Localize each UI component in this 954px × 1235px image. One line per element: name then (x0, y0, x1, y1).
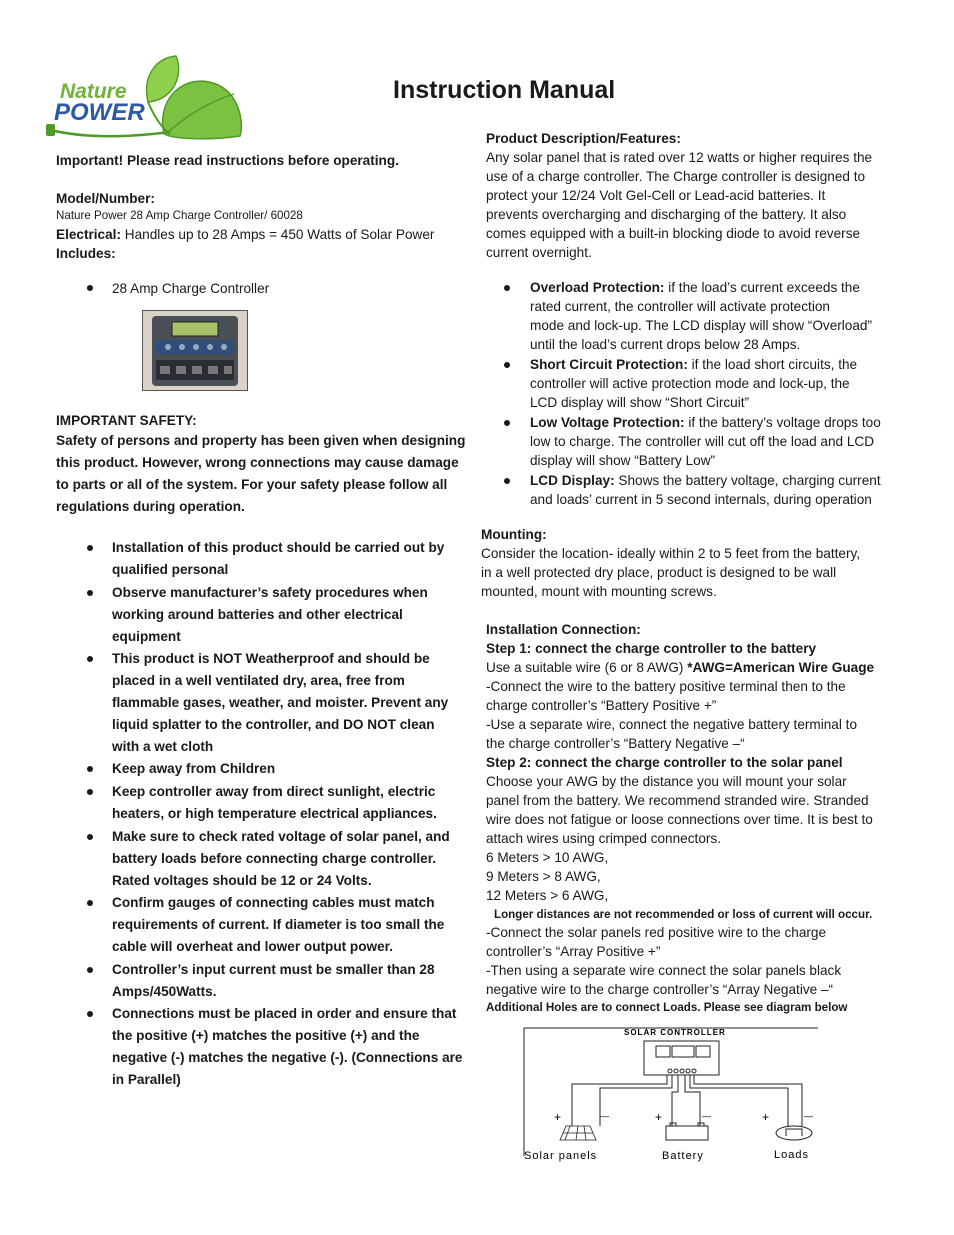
text-line: 9 Meters > 8 AWG, (486, 869, 601, 884)
battery-minus: — (702, 1111, 711, 1121)
feature-line (530, 278, 860, 297)
battery-plus: + (655, 1110, 663, 1124)
text-line: charge controller’s “Battery Positive +” (486, 698, 717, 713)
wire-text: Use a suitable wire (6 or 8 AWG) (486, 660, 688, 675)
feature-line: until the load’s current drops below 28 Amps. (530, 337, 801, 352)
install-heading: Installation Connection: (486, 622, 641, 637)
safety-heading: IMPORTANT SAFETY: (56, 413, 197, 428)
feature-text: if the load short circuits, the (687, 357, 858, 372)
bulb-icon (776, 1126, 812, 1140)
text-line: -Use a separate wire, connect the negative battery terminal to (486, 717, 858, 732)
text-line: the charge controller’s “Battery Negative –“ (486, 736, 745, 751)
page-title: Instruction Manual (393, 76, 616, 104)
bullet-icon (504, 285, 510, 291)
wire-bold: *AWG=American Wire Guage (687, 660, 875, 675)
text-line: to parts or all of the system. For your safety please follow all (56, 477, 448, 492)
electrical-line (56, 225, 434, 244)
bullet-icon (87, 1011, 93, 1017)
feature-line: and loads’ current in 5 second internals, during operation (530, 492, 872, 507)
text-line: this product. However, wrong connections may cause damage (56, 455, 459, 470)
model-value: Nature Power 28 Amp Charge Controller/ 60028 (56, 209, 303, 222)
text-line: use of a charge controller. The Charge controller is designed to (486, 169, 866, 184)
safety-item-line: Installation of this product should be carried out by (112, 540, 445, 555)
text-line: mounted, mount with mounting screws. (481, 584, 717, 599)
safety-item-line: the positive (+) matches the positive (+) and the (112, 1028, 420, 1043)
safety-item-line: requirements of current. If diameter is too small the (112, 917, 445, 932)
safety-item-line: Connections must be placed in order and ensure that (112, 1006, 457, 1021)
text-line: 12 Meters > 6 AWG, (486, 888, 609, 903)
bullet-icon (87, 590, 93, 596)
logo-nature: Nature (60, 80, 127, 103)
feature-line: display will show “Battery Low” (530, 453, 716, 468)
leaf-large-icon (163, 81, 242, 139)
text-line: current overnight. (486, 245, 592, 260)
includes-item: 28 Amp Charge Controller (112, 281, 270, 296)
safety-item-line: Keep controller away from direct sunlight, electric (112, 784, 436, 799)
text-line: -Then using a separate wire connect the solar panels black (486, 963, 842, 978)
text-line: protect your 12/24 Volt Gel-Cell or Lead-acid batteries. It (486, 188, 826, 203)
text-line: wire does not fatigue or loose connections over time. It is best to (486, 812, 873, 827)
text-line: attach wires using crimped connectors. (486, 831, 721, 846)
safety-item-line: liquid splatter to the controller, and DO NOT clean (112, 717, 435, 732)
text-line: comes equipped with a built-in blocking diode to avoid reverse (486, 226, 861, 241)
bullet-icon (87, 789, 93, 795)
safety-item-line: battery loads before connecting charge controller. (112, 851, 437, 866)
text-line: panel from the battery. We recommend stranded wire. Stranded (486, 793, 869, 808)
includes-label: Includes: (56, 246, 116, 261)
bullet-icon (87, 834, 93, 840)
label-battery: Battery (662, 1150, 704, 1162)
safety-item-line: This product is NOT Weatherproof and should be (112, 651, 430, 666)
feature-label: Low Voltage Protection: (530, 415, 685, 430)
solar-plus: + (554, 1110, 562, 1124)
mounting-heading: Mounting: (481, 527, 547, 542)
bullet-icon (87, 766, 93, 772)
text-line: in a well protected dry place, product is designed to be wall (481, 565, 837, 580)
battery-icon (666, 1123, 708, 1140)
step2-label: Step 2 (486, 755, 527, 770)
safety-item-line: with a wet cloth (112, 739, 214, 754)
nature-power-logo (44, 54, 244, 140)
text-line: prevents overcharging and discharging of the battery. It also (486, 207, 847, 222)
solar-panel-icon (560, 1126, 596, 1140)
loads-minus: — (804, 1111, 813, 1121)
wiring-diagram (522, 1026, 822, 1166)
safety-item-line: negative (-) matches the negative (-). (Connections are (112, 1050, 463, 1065)
text-line: -Connect the solar panels red positive wire to the charge (486, 925, 827, 940)
controller-photo (142, 310, 248, 391)
safety-item-line: in Parallel) (112, 1072, 181, 1087)
safety-item-line: Keep away from Children (112, 761, 276, 776)
bullet-icon (87, 285, 93, 291)
safety-item-line: heaters, or high temperature electrical appliances. (112, 806, 437, 821)
bullet-icon (87, 967, 93, 973)
feature-label: Short Circuit Protection: (530, 357, 688, 372)
bullet-icon (87, 545, 93, 551)
safety-item-line: Make sure to check rated voltage of solar panel, and (112, 829, 450, 844)
logo-power: POWER (54, 99, 145, 126)
step1-line (486, 639, 816, 658)
safety-item-line: cable will overheat and lower output power. (112, 939, 393, 954)
bullet-icon (504, 362, 510, 368)
text-line: negative wire to the charge controller’s “Array Negative –“ (486, 982, 834, 997)
safety-item-line: qualified personal (112, 562, 229, 577)
holes-note: Additional Holes are to connect Loads. Please see diagram below (486, 1001, 848, 1014)
safety-item-line: Confirm gauges of connecting cables must match (112, 895, 435, 910)
text-line: Safety of persons and property has been given when designing (56, 433, 466, 448)
text-line: Choose your AWG by the distance you will mount your solar (486, 774, 847, 789)
feature-line: controller will active protection mode and lock-up, the (530, 376, 850, 391)
feature-line (530, 413, 881, 432)
electrical-label: Electrical: (56, 227, 121, 242)
feature-line (530, 355, 857, 374)
safety-item-line: working around batteries and other electrical (112, 607, 403, 622)
feature-text: if the load’s current exceeds the (664, 280, 860, 295)
bullet-icon (87, 900, 93, 906)
safety-item-line: flammable gases, weather, and moister. Prevent any (112, 695, 449, 710)
feature-line: low to charge. The controller will cut off the load and LCD (530, 434, 875, 449)
step2-title: : connect the charge controller to the solar panel (526, 755, 843, 770)
feature-line: rated current, the controller will activate protection (530, 299, 830, 314)
safety-item-line: Controller’s input current must be smaller than 28 (112, 962, 435, 977)
distance-note: Longer distances are not recommended or loss of current will occur. (494, 908, 873, 921)
step1-title: : connect the charge controller to the battery (526, 641, 817, 656)
text-line: controller’s “Array Positive +” (486, 944, 661, 959)
safety-item-line: placed in a well ventilated dry, area, free from (112, 673, 405, 688)
diagram-title: SOLAR CONTROLLER (624, 1028, 726, 1037)
safety-item-line: equipment (112, 629, 181, 644)
feature-line (530, 471, 881, 490)
feature-text: if the battery’s voltage drops too (684, 415, 881, 430)
feature-label: Overload Protection: (530, 280, 665, 295)
feature-label: LCD Display: (530, 473, 615, 488)
step1-label: Step 1 (486, 641, 527, 656)
bullet-icon (87, 656, 93, 662)
safety-item-line: Rated voltages should be 12 or 24 Volts. (112, 873, 372, 888)
text-line: Any solar panel that is rated over 12 watts or higher requires the (486, 150, 873, 165)
label-loads: Loads (774, 1149, 809, 1161)
description-heading: Product Description/Features: (486, 131, 681, 146)
text-line: regulations during operation. (56, 499, 245, 514)
cord (50, 130, 170, 136)
important-notice: Important! Please read instructions before operating. (56, 153, 399, 168)
step2-line (486, 753, 843, 772)
bullet-icon (504, 420, 510, 426)
electrical-value: Handles up to 28 Amps = 450 Watts of Solar Power (120, 227, 435, 242)
wire-line (486, 658, 874, 677)
loads-plus: + (762, 1110, 770, 1124)
feature-line: LCD display will show “Short Circuit” (530, 395, 750, 410)
safety-item-line: Amps/450Watts. (112, 984, 217, 999)
solar-minus: — (600, 1111, 609, 1121)
controller-icon (644, 1041, 719, 1075)
text-line: 6 Meters > 10 AWG, (486, 850, 609, 865)
text-line: -Connect the wire to the battery positive terminal then to the (486, 679, 846, 694)
label-solar-panels: Solar panels (524, 1150, 598, 1162)
text-line: Consider the location- ideally within 2 to 5 feet from the battery, (481, 546, 861, 561)
model-heading: Model/Number: (56, 191, 155, 206)
safety-item-line: Observe manufacturer’s safety procedures when (112, 585, 428, 600)
feature-text: Shows the battery voltage, charging current (614, 473, 881, 488)
bullet-icon (504, 478, 510, 484)
feature-line: mode and lock-up. The LCD display will show “Overload” (530, 318, 873, 333)
